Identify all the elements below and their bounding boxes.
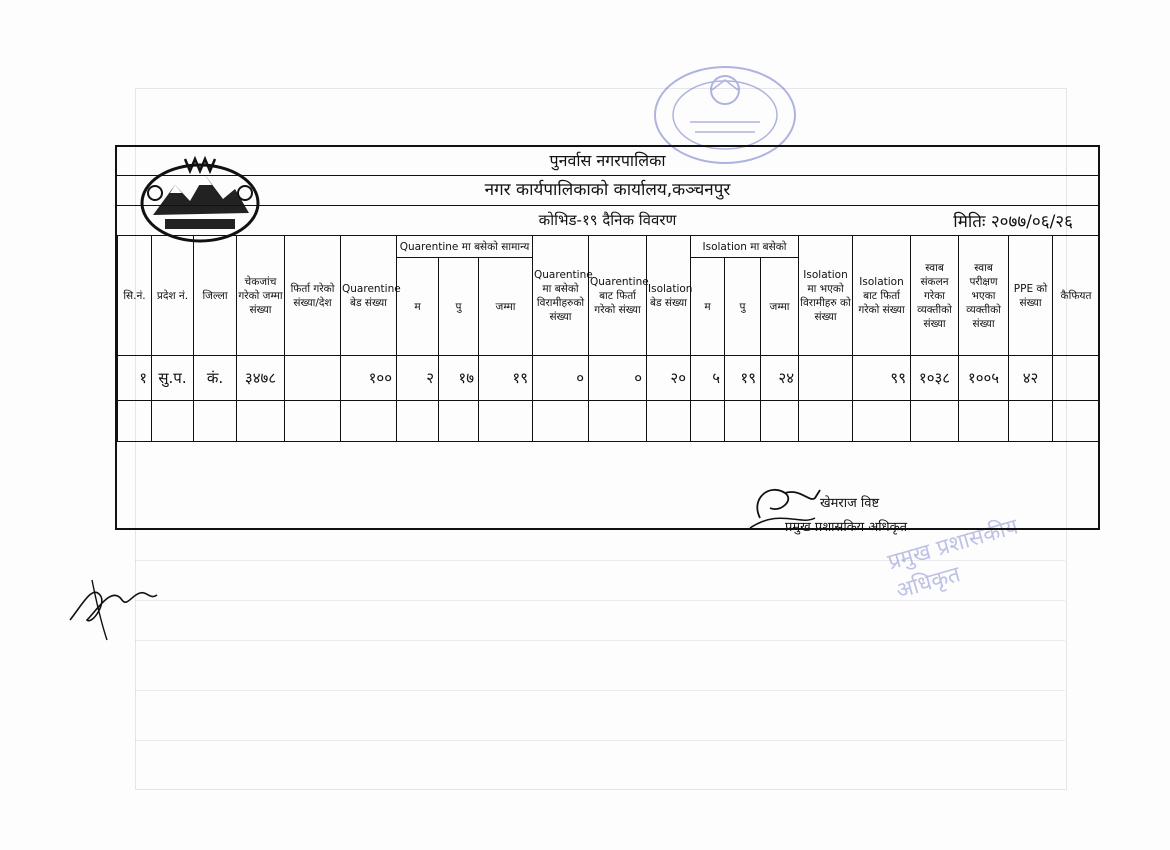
- cell-isolation-total: २४: [761, 356, 799, 401]
- report-title: कोभिड-१९ दैनिक विवरण: [117, 205, 1098, 236]
- cell-returned: [285, 356, 341, 401]
- col-remarks: कैफियत: [1053, 236, 1100, 356]
- col-isolation-total: जम्मा: [761, 258, 799, 356]
- background-line: [135, 640, 1065, 641]
- col-checked: चेकजांच गरेको जम्मा संख्या: [237, 236, 285, 356]
- col-ppe: PPE को संख्या: [1009, 236, 1053, 356]
- col-quarantine-total: जम्मा: [479, 258, 533, 356]
- cell-isolation-beds: २०: [647, 356, 691, 401]
- stamp-text: प्रमुख प्रशासकीय अधिकृत: [885, 514, 1021, 605]
- municipality-title: पुनर्वास नगरपालिका: [117, 147, 1098, 176]
- col-isolation-female: म: [691, 258, 725, 356]
- col-quarantine-beds: Quarentine बेड संख्या: [341, 236, 397, 356]
- covid-report-form: [115, 145, 1100, 530]
- col-isolation-return: Isolation बाट फिर्ता गरेको संख्या: [853, 236, 911, 356]
- table-row-empty: [118, 401, 1100, 442]
- col-returned: फिर्ता गरेको संख्या/देश: [285, 236, 341, 356]
- col-quarantine-male: पु: [439, 258, 479, 356]
- officer-name: खेमराज विष्ट: [820, 496, 880, 511]
- col-isolation-sick: Isolation मा भएको विरामीहरु को संख्या: [799, 236, 853, 356]
- office-title: नगर कार्यपालिकाको कार्यालय,कञ्चनपुर: [117, 175, 1098, 206]
- col-district: जिल्ला: [194, 236, 237, 356]
- col-group-quarantine: Quarentine मा बसेको सामान्य: [397, 236, 533, 258]
- table-row: [118, 356, 1100, 401]
- margin-signature: [62, 565, 172, 645]
- cell-quarantine-sick: ०: [533, 356, 589, 401]
- date-value: २०७७/०६/२६: [990, 212, 1073, 232]
- background-line: [135, 740, 1065, 741]
- background-line: [135, 690, 1065, 691]
- cell-swab-collected: १०३८: [911, 356, 959, 401]
- cell-quarantine-return: ०: [589, 356, 647, 401]
- col-quarantine-return: Quarentine बाट फिर्ता गरेको संख्या: [589, 236, 647, 356]
- cell-isolation-male: १९: [725, 356, 761, 401]
- cell-ppe: ४२: [1009, 356, 1053, 401]
- col-isolation-male: पु: [725, 258, 761, 356]
- cell-isolation-sick: [799, 356, 853, 401]
- col-swab-tested: स्वाब परीक्षण भएका व्यक्तीको संख्या: [959, 236, 1009, 356]
- col-province: प्रदेश नं.: [152, 236, 194, 356]
- cell-swab-tested: १००५: [959, 356, 1009, 401]
- date-label: मितिः: [953, 212, 986, 232]
- col-group-isolation: Isolation मा बसेको: [691, 236, 799, 258]
- cell-sn: १: [118, 356, 152, 401]
- cell-isolation-return: ९९: [853, 356, 911, 401]
- daily-report-table: [117, 235, 1100, 442]
- col-swab-collected: स्वाब संकलन गरेका व्यक्तीको संख्या: [911, 236, 959, 356]
- cell-quarantine-female: २: [397, 356, 439, 401]
- cell-quarantine-male: १७: [439, 356, 479, 401]
- cell-remarks: [1053, 356, 1100, 401]
- col-isolation-beds: Isolation बेड संख्या: [647, 236, 691, 356]
- cell-isolation-female: ५: [691, 356, 725, 401]
- cell-quarantine-total: १९: [479, 356, 533, 401]
- cell-district: कं.: [194, 356, 237, 401]
- col-quarantine-sick: Quarentine मा बसेको विरामीहरुको संख्या: [533, 236, 589, 356]
- col-quarantine-female: म: [397, 258, 439, 356]
- col-sn: सि.नं.: [118, 236, 152, 356]
- cell-checked: ३४७८: [237, 356, 285, 401]
- cell-quarantine-beds: १००: [341, 356, 397, 401]
- table-header-row: [118, 236, 1100, 258]
- officer-title: प्रमुख प्रशासकिय अधिकृत: [785, 520, 908, 535]
- report-date: [953, 209, 1073, 232]
- cell-province: सु.प.: [152, 356, 194, 401]
